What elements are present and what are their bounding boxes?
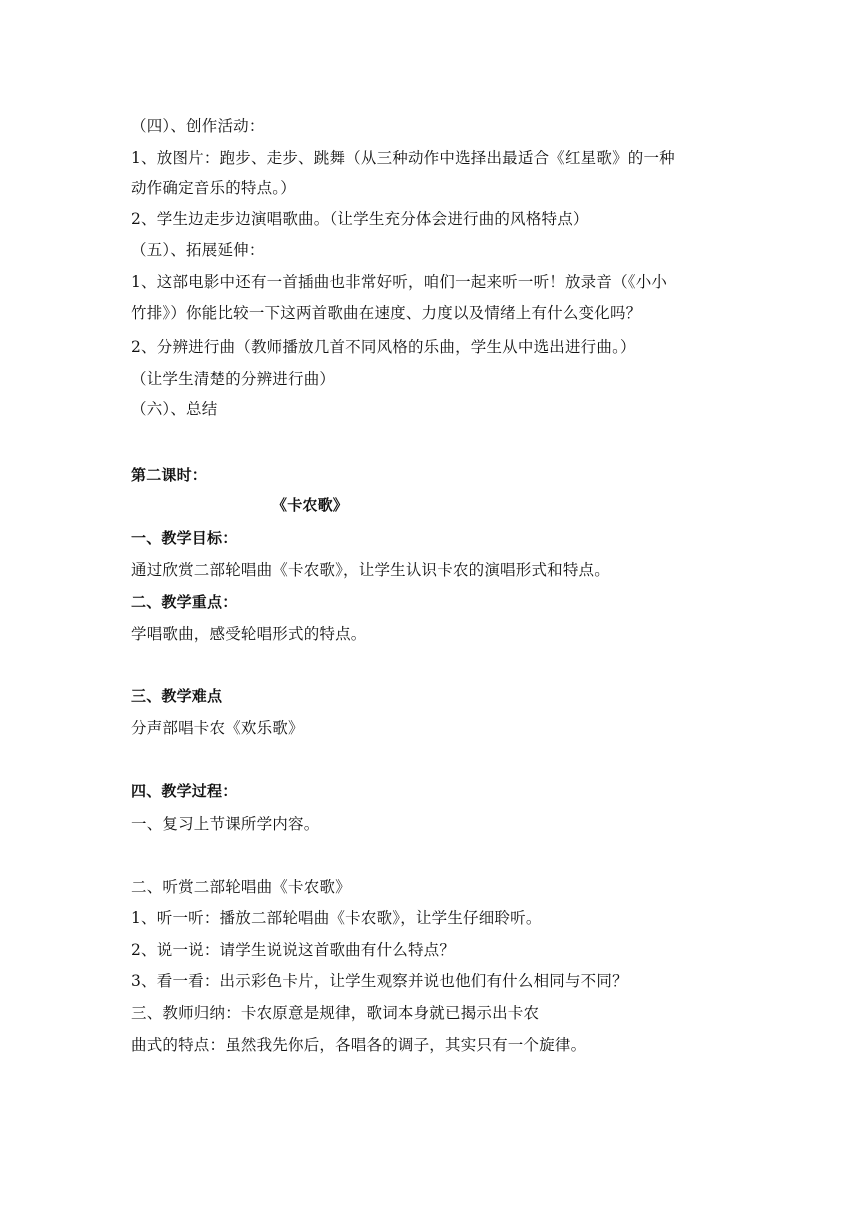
heading-teaching-process: 四、教学过程：	[131, 782, 238, 800]
lesson-heading: 第二课时：	[131, 466, 208, 484]
heading-difficulties: 三、教学难点	[131, 687, 223, 705]
song-title: 《卡农歌》	[272, 496, 349, 514]
paragraph-line: 学唱歌曲，感受轮唱形式的特点。	[131, 625, 367, 643]
paragraph-line: 竹排》）你能比较一下这两首歌曲在速度、力度以及情绪上有什么变化吗？	[131, 304, 642, 322]
paragraph-line: 通过欣赏二部轮唱曲《卡农歌》，让学生认识卡农的演唱形式和特点。	[131, 561, 610, 579]
section-heading-extension: （五）、拓展延伸：	[131, 241, 265, 259]
paragraph-line: 一、复习上节课所学内容。	[131, 815, 320, 833]
paragraph-line: 三、教师归纳：卡农原意是规律，歌词本身就已揭示出卡农	[131, 1004, 540, 1022]
heading-key-points: 二、教学重点：	[131, 593, 238, 611]
section-heading-summary: （六）、总结	[131, 400, 218, 418]
paragraph-line: 二、听赏二部轮唱曲《卡农歌》	[131, 878, 351, 896]
paragraph-line: 曲式的特点：虽然我先你后，各唱各的调子，其实只有一个旋律。	[131, 1036, 587, 1054]
paragraph-line: 2、学生边走步边演唱歌曲。（让学生充分体会进行曲的风格特点）	[131, 210, 589, 228]
paragraph-line: 1、放图片：跑步、走步、跳舞（从三种动作中选择出最适合《红星歌》的一种	[131, 149, 675, 167]
paragraph-line: 2、分辨进行曲（教师播放几首不同风格的乐曲，学生从中选出进行曲。）	[131, 338, 636, 356]
paragraph-line: 分声部唱卡农《欢乐歌》	[131, 719, 304, 737]
paragraph-line: （让学生清楚的分辨进行曲）	[131, 370, 336, 388]
paragraph-line: 2、说一说：请学生说说这首歌曲有什么特点？	[131, 941, 456, 959]
heading-teaching-objectives: 一、教学目标：	[131, 529, 238, 547]
paragraph-line: 1、这部电影中还有一首插曲也非常好听，咱们一起来听一听！放录音（《小小	[131, 273, 668, 291]
paragraph-line: 1、听一听：播放二部轮唱曲《卡农歌》，让学生仔细聆听。	[131, 909, 542, 927]
paragraph-line: 3、看一看：出示彩色卡片，让学生观察并说也他们有什么相同与不同？	[131, 972, 628, 990]
paragraph-line: 动作确定音乐的特点。）	[131, 179, 296, 197]
section-heading-create-activity: （四）、创作活动：	[131, 117, 265, 135]
